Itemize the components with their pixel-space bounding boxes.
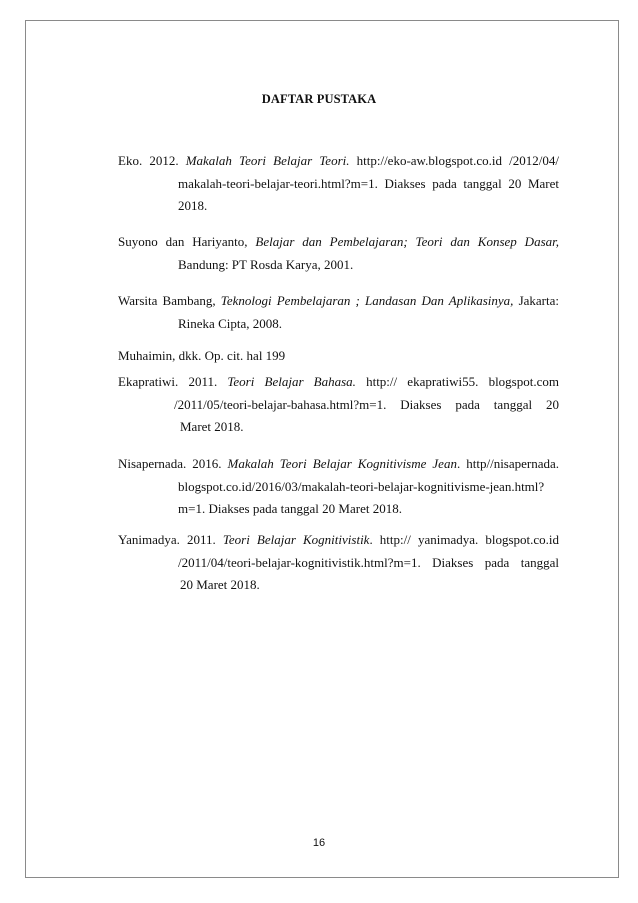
- reference-author-year: Yanimadya. 2011.: [118, 532, 223, 547]
- reference-title: Teknologi Pembelajaran ; Landasan Dan Aplikasinya,: [220, 293, 514, 308]
- reference-title: Teori Belajar Kognitivistik: [222, 532, 370, 547]
- reference-line: /2011/04/teori-belajar-kognitivistik.html?m=1. Diakses pada tanggal: [178, 554, 559, 570]
- reference-entry: [118, 150, 559, 218]
- reference-title: Belajar dan Pembelajaran; Teori dan Konsep Dasar,: [255, 234, 559, 249]
- reference-entry: [118, 529, 559, 597]
- reference-line: [118, 371, 559, 394]
- reference-line: blogspot.co.id/2016/03/makalah-teori-belajar-kognitivisme-jean.html?: [178, 478, 545, 494]
- reference-author-year: Warsita Bambang,: [118, 293, 221, 308]
- reference-url: . http//nisapernada.: [456, 456, 560, 471]
- reference-author-year: Suyono dan Hariyanto,: [118, 234, 256, 249]
- reference-entry: [118, 453, 559, 521]
- reference-line: [118, 150, 559, 173]
- page-number: 16: [312, 837, 326, 849]
- reference-line: Maret 2018.: [180, 419, 244, 434]
- reference-line: Bandung: PT Rosda Karya, 2001.: [178, 256, 354, 272]
- reference-title: Teori Belajar Bahasa.: [227, 374, 356, 389]
- reference-author-year: Eko. 2012.: [118, 153, 186, 168]
- reference-line: [118, 231, 559, 254]
- reference-publisher: Jakarta:: [513, 293, 559, 308]
- reference-entry: [118, 345, 559, 368]
- reference-line: Rineka Cipta, 2008.: [178, 315, 282, 331]
- reference-url: . http:// yanimadya. blogspot.co.id: [369, 532, 559, 547]
- reference-line: /2011/05/teori-belajar-bahasa.html?m=1. Diakses pada tanggal 20: [174, 396, 559, 412]
- reference-author-year: Ekapratiwi. 2011.: [118, 374, 228, 389]
- reference-title: Makalah Teori Belajar Kognitivisme Jean: [227, 456, 457, 471]
- reference-entry: [118, 231, 559, 276]
- reference-author-year: Nisapernada. 2016.: [118, 456, 228, 471]
- reference-entry: [118, 290, 559, 335]
- reference-line: [118, 529, 559, 552]
- page-title: DAFTAR PUSTAKA: [261, 92, 377, 106]
- reference-line: [118, 453, 559, 476]
- reference-url: http:// ekapratiwi55. blogspot.com: [355, 374, 559, 389]
- reference-line: 2018.: [178, 198, 208, 213]
- reference-entry: [118, 371, 559, 439]
- reference-url: http://eko-aw.blogspot.co.id /2012/04/: [349, 153, 559, 168]
- reference-line: makalah-teori-belajar-teori.html?m=1. Diakses pada tanggal 20 Maret: [178, 175, 559, 191]
- reference-line: [118, 290, 559, 313]
- page-border: [25, 20, 619, 878]
- reference-line: Muhaimin, dkk. Op. cit. hal 199: [118, 348, 286, 363]
- reference-line: m=1. Diakses pada tanggal 20 Maret 2018.: [178, 501, 402, 516]
- reference-title: Makalah Teori Belajar Teori.: [185, 153, 350, 168]
- reference-line: 20 Maret 2018.: [180, 577, 260, 592]
